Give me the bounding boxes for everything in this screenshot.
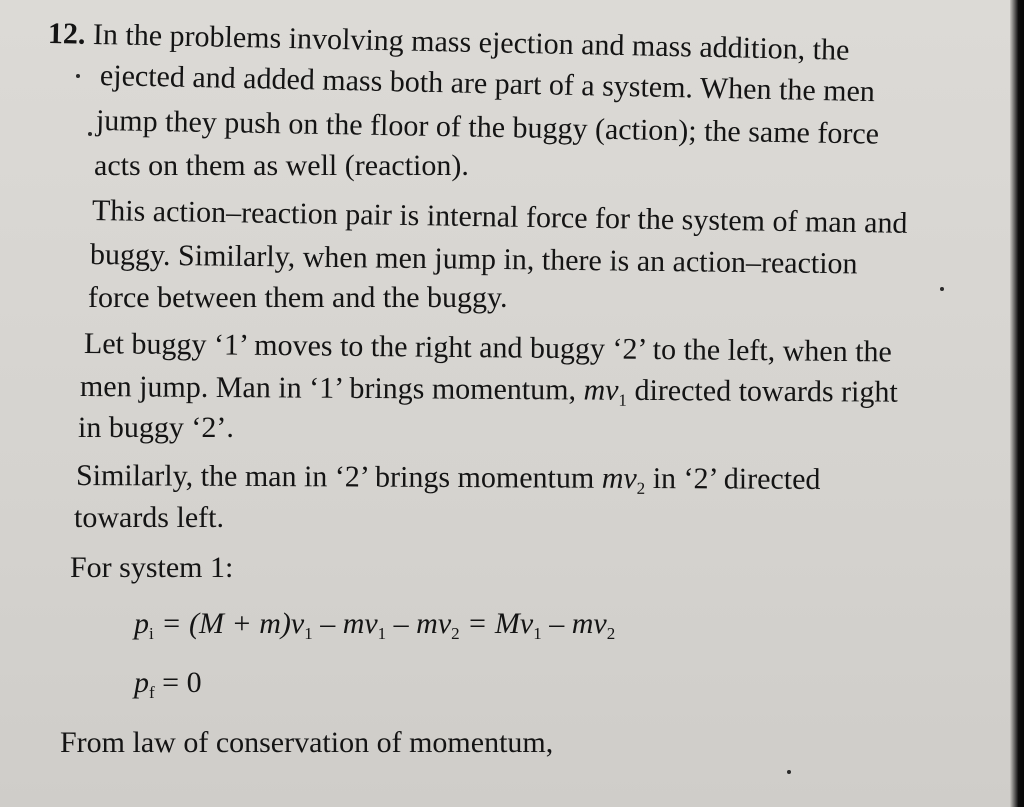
paragraph4-line2: towards left. <box>74 501 224 534</box>
equation-final-momentum <box>134 665 202 701</box>
scan-edge <box>1010 0 1024 807</box>
expression: = (M + m)v <box>153 607 305 640</box>
text: Similarly, the man in ‘2’ brings momentum <box>75 459 602 495</box>
symbol: p <box>134 666 149 699</box>
momentum-variable: mv <box>583 373 619 407</box>
paragraph1-line4: acts on them as well (reaction). <box>94 149 469 182</box>
subscript: i <box>149 624 154 643</box>
paragraph2-line1: This action–reaction pair is internal force for the system of man and <box>91 194 908 240</box>
speck <box>76 74 80 78</box>
expression: = 0 <box>154 666 202 699</box>
paragraph3-line3: in buggy ‘2’. <box>78 411 234 444</box>
paragraph3-line2 <box>80 369 898 411</box>
problem-number: 12. <box>47 17 86 51</box>
text: men jump. Man in ‘1’ brings momentum, <box>79 370 584 407</box>
text: directed towards right <box>626 373 898 409</box>
expression: – mv <box>312 607 378 640</box>
subscript: 2 <box>636 478 646 498</box>
subscript: f <box>149 683 155 702</box>
text: In the problems involving mass ejection and mass addition, the <box>92 17 850 67</box>
paragraph3-line1: Let buggy ‘1’ moves to the right and buggy ‘2’ to the left, when the <box>83 327 893 369</box>
equation-initial-momentum <box>134 606 615 642</box>
speck <box>88 132 92 136</box>
subscript: 1 <box>377 624 387 643</box>
subscript: 1 <box>304 624 313 643</box>
symbol: p <box>134 607 149 640</box>
subscript: 1 <box>618 390 628 410</box>
text: in ‘2’ directed <box>645 461 821 496</box>
paragraph2-line2: buggy. Similarly, when men jump in, there is an action–reaction <box>89 238 858 281</box>
subscript: 1 <box>533 624 542 643</box>
system-heading: For system 1: <box>70 551 234 584</box>
expression: = Mv <box>459 607 534 640</box>
expression: – mv <box>541 607 607 640</box>
speck <box>787 770 791 774</box>
subscript: 2 <box>451 624 460 643</box>
momentum-variable: mv <box>601 461 637 495</box>
subscript: 2 <box>606 624 616 643</box>
paragraph1-line2: ejected and added mass both are part of a system. When the men <box>99 59 876 109</box>
paragraph4-line1 <box>76 458 821 498</box>
paragraph2-line3: force between them and the buggy. <box>88 281 508 314</box>
conclusion-line: From law of conservation of momentum, <box>60 726 554 759</box>
expression: – mv <box>386 607 452 640</box>
paragraph1-line3: jump they push on the floor of the buggy (action); the same force <box>95 104 880 151</box>
speck <box>940 287 944 291</box>
